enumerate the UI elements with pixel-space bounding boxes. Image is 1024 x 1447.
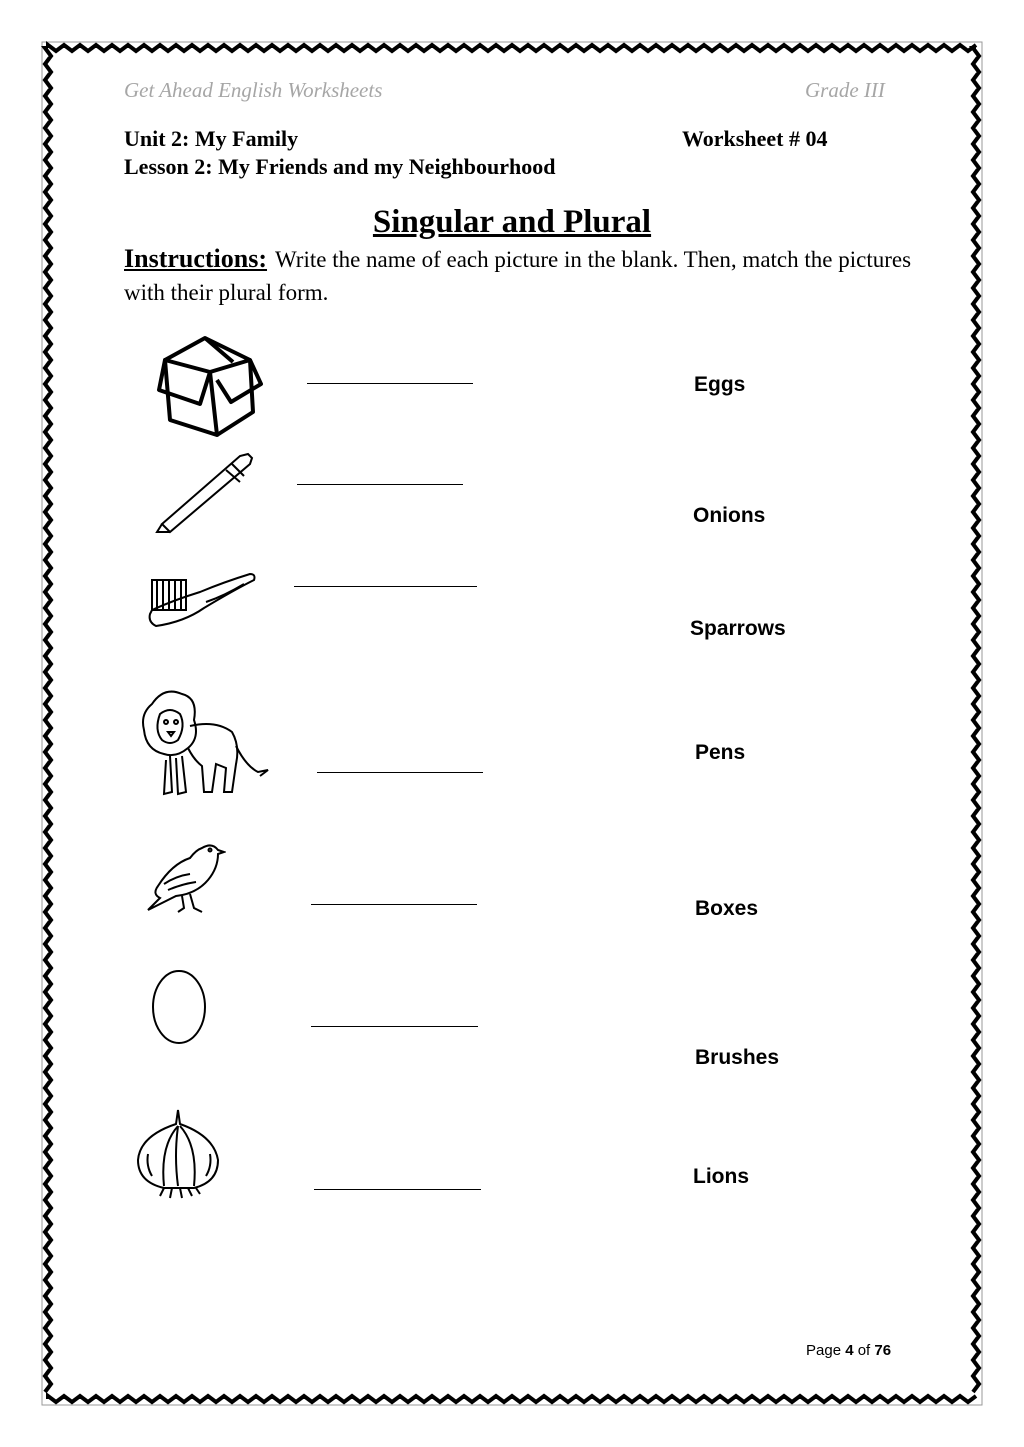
plural-word: Boxes bbox=[695, 897, 759, 920]
lion-icon bbox=[136, 686, 272, 800]
plural-word: Brushes bbox=[695, 1046, 780, 1069]
pen-icon bbox=[152, 446, 262, 536]
answer-blank-1[interactable] bbox=[307, 383, 473, 384]
unit-heading: Unit 2: My Family bbox=[124, 126, 299, 151]
answer-blank-4[interactable] bbox=[317, 772, 483, 773]
egg-icon bbox=[148, 966, 210, 1048]
answer-blank-3[interactable] bbox=[294, 586, 477, 587]
page-number-prefix: Page bbox=[806, 1342, 846, 1359]
answer-blank-5[interactable] bbox=[311, 904, 477, 905]
answer-blank-6[interactable] bbox=[311, 1026, 478, 1027]
box-icon bbox=[155, 332, 267, 440]
page-number-middle: of bbox=[853, 1342, 875, 1359]
plural-word: Sparrows bbox=[690, 617, 786, 640]
answer-blank-7[interactable] bbox=[314, 1189, 481, 1190]
page-number bbox=[806, 1342, 891, 1359]
toothbrush-icon bbox=[144, 570, 260, 632]
instructions-label: Instructions: bbox=[124, 244, 268, 273]
page-number-current: 4 bbox=[845, 1342, 854, 1359]
lesson-heading: Lesson 2: My Friends and my Neighbourhood bbox=[124, 154, 556, 179]
answer-blank-2[interactable] bbox=[297, 484, 463, 485]
running-header-left: Get Ahead English Worksheets bbox=[124, 78, 383, 102]
plural-word: Lions bbox=[693, 1165, 749, 1188]
page-number-total: 76 bbox=[874, 1342, 892, 1359]
instructions bbox=[124, 244, 914, 311]
instructions-text: Write the name of each picture in the blank. Then, match the pictures with their plural form. bbox=[124, 247, 912, 305]
plural-word: Eggs bbox=[694, 373, 746, 396]
sparrow-icon bbox=[142, 838, 226, 918]
plural-word: Onions bbox=[693, 504, 766, 527]
running-header-right: Grade III bbox=[805, 78, 885, 102]
page-title: Singular and Plural bbox=[372, 204, 652, 240]
worksheet-number: Worksheet # 04 bbox=[682, 126, 828, 151]
onion-icon bbox=[134, 1106, 224, 1200]
plural-word: Pens bbox=[695, 741, 746, 764]
